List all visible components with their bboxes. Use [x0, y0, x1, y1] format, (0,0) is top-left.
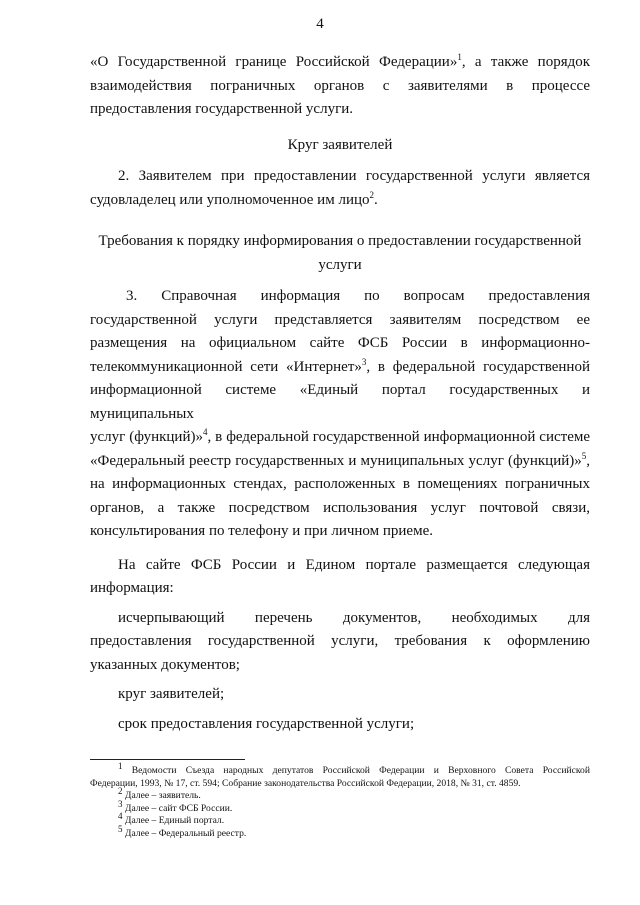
section-heading-informing — [90, 230, 590, 277]
footnote-2 — [90, 785, 590, 803]
footnote-ref: 4 — [202, 427, 208, 437]
text-span: Далее – Единый портал. — [124, 815, 225, 826]
heading-line: услуги — [318, 256, 362, 273]
footnote-3 — [90, 798, 590, 816]
text-span: . — [374, 191, 378, 208]
text-line: на информационных стендах, расположенных в помещениях пограничных — [90, 476, 590, 492]
text-line: консультирования по телефону и при личном приеме. — [90, 523, 433, 539]
text-span: судовладелец или уполномоченное им лицо — [90, 191, 370, 208]
text-span: Ведомости Съезда народных депутатов Российской Федерации и Верховного Совета Российской — [131, 765, 590, 776]
info-list — [90, 607, 590, 737]
paragraph-intro — [90, 51, 590, 122]
text-line — [90, 51, 590, 75]
footnotes — [90, 760, 590, 840]
text-line: указанных документов; — [90, 656, 240, 673]
footnote-ref: 1 — [457, 52, 462, 62]
list-item — [90, 607, 590, 678]
document-body — [90, 51, 590, 736]
text-line: взаимодействия пограничных органов с заявителями в процессе — [90, 77, 590, 94]
text-span: телекоммуникационной сети «Интернет» — [90, 358, 362, 375]
text-line: На сайте ФСБ России и Едином портале размещается следующая — [118, 556, 590, 573]
text-line: 2. Заявителем при предоставлении государственной услуги является — [118, 168, 590, 184]
text-span: «О Государственной границе Российской Федерации» — [90, 54, 458, 70]
footnote-divider — [90, 759, 245, 760]
text-span: , в федеральной государственной — [366, 358, 590, 375]
text-span: Далее – Федеральный реестр. — [124, 827, 247, 839]
text-span: , в федеральной государственной информационной системе — [207, 429, 591, 445]
page-number: 4 — [316, 16, 324, 32]
text-line: государственной услуги представляется заявителям посредством ее — [90, 311, 590, 328]
footnote-number: 5 — [118, 823, 123, 834]
text-line — [90, 426, 590, 450]
footnote-number: 2 — [118, 785, 123, 796]
text-line: исчерпывающий перечень документов, необходимых для — [118, 609, 590, 626]
footnote-ref: 2 — [369, 189, 374, 200]
footnote-number: 3 — [118, 798, 123, 809]
text-line: предоставления государственной услуги, требования к оформлению — [90, 633, 590, 649]
footnote-4 — [90, 810, 590, 828]
text-span: , а также порядок — [461, 54, 591, 70]
paragraph-2 — [90, 165, 590, 212]
text-line: информационной системе «Единый портал государственных и муниципальных — [90, 382, 590, 422]
paragraph-4 — [90, 554, 590, 601]
text-span: Далее – сайт ФСБ России. — [124, 802, 233, 814]
text-span: услуг (функций)» — [90, 429, 203, 445]
text-line: органов, а также посредством использования услуг почтовой связи, — [90, 499, 590, 516]
footnote-ref: 5 — [581, 450, 587, 461]
text-line — [90, 760, 590, 778]
text-line: предоставления государственной услуги. — [90, 101, 354, 117]
text-line: Федерации, 1993, № 17, ст. 594; Собрание законодательства Российской Федерации, 2018, № 31, ст. 4859. — [90, 777, 521, 789]
footnote-number: 4 — [118, 810, 123, 821]
footnote-number: 1 — [118, 760, 123, 771]
footnote-5 — [90, 823, 590, 841]
text-span: , — [586, 452, 590, 469]
text-span: Далее – заявитель. — [124, 790, 201, 801]
text-line — [90, 356, 590, 380]
text-line — [90, 189, 590, 213]
list-item: круг заявителей; — [118, 686, 225, 702]
text-line — [90, 450, 590, 474]
section-heading-applicants: Круг заявителей — [287, 136, 393, 153]
text-line: размещения на официальном сайте ФСБ России в информационно- — [90, 335, 590, 351]
footnote-ref: 3 — [361, 356, 367, 367]
list-item: срок предоставления государственной услуги; — [118, 715, 415, 732]
text-span: «Федеральный реестр государственных и муниципальных услуг (функций)» — [90, 452, 582, 469]
text-line: информация: — [90, 580, 174, 596]
paragraph-3 — [90, 285, 590, 544]
text-line: 3. Справочная информация по вопросам предоставления — [126, 288, 590, 304]
footnote-1 — [90, 760, 590, 790]
heading-line: Требования к порядку информирования о предоставлении государственной — [98, 233, 582, 249]
